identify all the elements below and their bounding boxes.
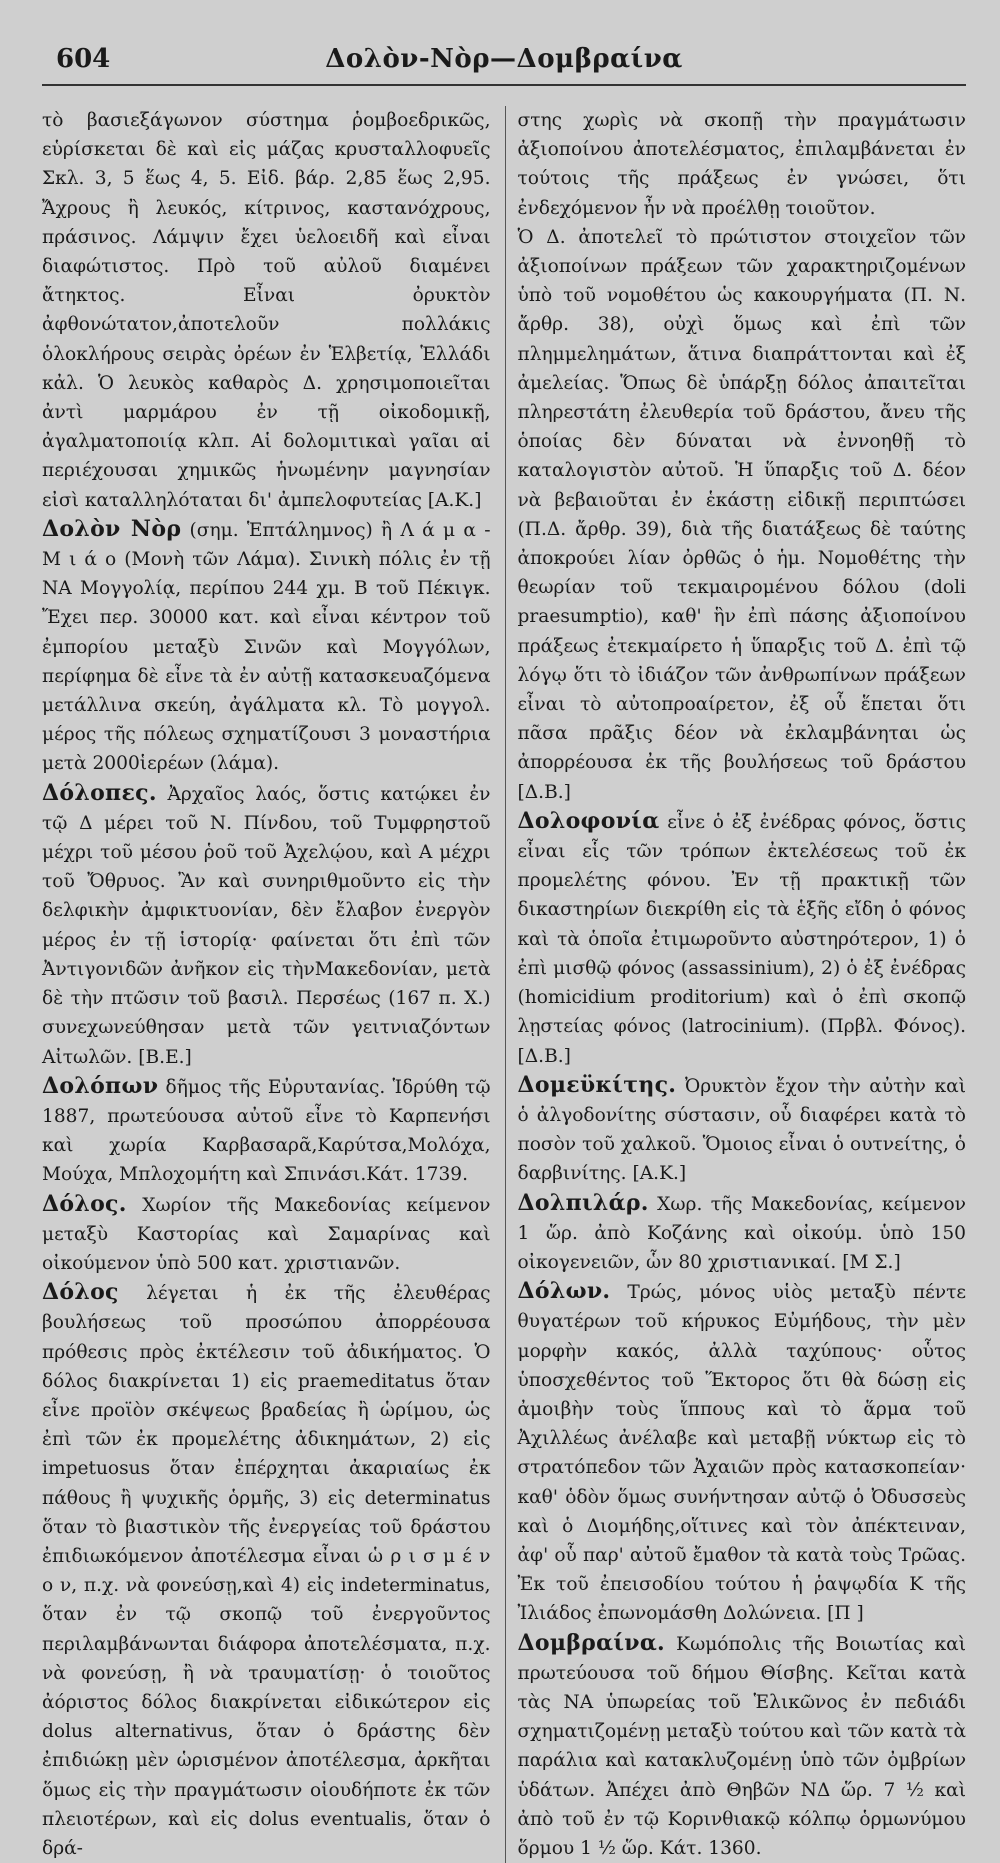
entry-lemma: Δολοφονία	[517, 807, 660, 834]
entry-lemma: Δόλων.	[517, 1278, 611, 1305]
entry-text: εἶνε ὁ ἐξ ἐνέδρας φόνος, ὅστις εἶναι εἷς τῶν τρόπων ἐκτελέσεως τοῦ ἐκ προμελέτης φόνου. Ἐν τῇ πρακτικῇ τῶν δικαστηρίων διεκρίθη εἰς τὰ ἑξῆς εἴδη ὁ φόνος καὶ τὰ ὁποῖα ἐτιμωροῦντο αὐστηρότερον, 1) ὁ ἐπὶ μισθῷ φόνος (assassinium), 2) ὁ ἐξ ἐνέδρας (homicidium proditorium) καὶ ὁ ἐπὶ σκοπῷ λῃστείας φόνος (latrocinium). (Πρβλ. Φόνος). [Δ.Β.]	[517, 811, 966, 1067]
right-continuation-paragraph: Ὁ Δ. ἀποτελεῖ τὸ πρώτιστον στοιχεῖον τῶν ἀξιοποίνων πράξεων τῶν χαρακτηριζομένων ὑπὸ τοῦ νομοθέτου ὡς κακουργήματα (Π. Ν. ἄρθρ. 38), οὐχὶ ὅμως καὶ ἐπὶ τῶν πλημμελημάτων, ἅτινα διαπράττονται καὶ ἐξ ἀμελείας. Ὅπως δὲ ὑπάρξῃ δόλος ἀπαιτεῖται πληρεστάτη ἐλευθερία τοῦ δράστου, ἄνευ τῆς ὁποίας δὲν δύναται νὰ ἐννοηθῇ τὸ καταλογιστὸν αὐτοῦ. Ἡ ὕπαρξις τοῦ Δ. δέον νὰ βεβαιοῦται ἐν ἑκάστῃ εἰδικῇ περιπτώσει (Π.Δ. ἄρθρ. 39), διὰ τῆς διατάξεως δὲ ταύτης ἀποκρούει λίαν ὀρθῶς ὁ ἡμ. Νομοθέτης τὴν θεωρίαν τοῦ τεκμαιρομένου δόλου (doli praesumptio), καθ' ἣν ἐπὶ πάσης ἀξιοποίνου πράξεως ἐτεκμαίρετο ἡ ὕπαρξις τοῦ Δ. ἐπὶ τῷ λόγῳ ὅτι τὸ ἰδιάζον τῶν ἀνθρωπίνων πράξεων εἶναι τὸ αὐτοπροαίρετον, ἐξ οὗ ἕπεται ὅτι πᾶσα πρᾶξις δέον νὰ ἐκλαμβάνηται ὡς ἀπορρέουσα ἐκ τῆς βουλήσεως τοῦ δράστου [Δ.Β.]	[517, 226, 966, 803]
text-columns	[42, 106, 966, 1863]
entry-text: Ὀρυκτὸν ἔχον τὴν αὐτὴν καὶ ὁ ἀλγοδονίτης σύστασιν, οὗ διαφέρει κατὰ τὸ ποσὸν τοῦ χαλκοῦ. Ὅμοιος εἶναι ὁ ουτνείτης, ὁ δαρβινίτης. [Α.Κ.]	[517, 1075, 966, 1185]
entry-text: (σημ. Ἑπτάλημνος) ἢ Λ ά μ α - Μ ι ά ο (Μονὴ τῶν Λάμα). Σινικὴ πόλις ἐν τῇ ΝΑ Μογγολίᾳ, περίπου 244 χμ. Β τοῦ Πέκιγκ. Ἔχει περ. 30000 κατ. καὶ εἶναι κέντρον τοῦ ἐμπορίου μεταξὺ Σινῶν καὶ Μογγόλων, περίφημα δὲ εἶνε τὰ ἐν αὐτῇ κατασκευαζόμενα μετάλλινα σκεύη, ἀγάλματα κλ. Τὸ μογγολ. μέρος τῆς πόλεως σχηματίζουσι 3 μοναστήρια μετὰ 2000ἱερέων (λάμα).	[42, 519, 491, 775]
entry-lemma: Δολόπων	[42, 1072, 159, 1099]
entry-lemma: Δολὸν Νὸρ	[42, 515, 182, 542]
entry-dolos-law	[42, 1278, 491, 1863]
entry-text: δῆμος τῆς Εὐρυτανίας. Ἱδρύθη τῷ 1887, πρωτεύουσα αὐτοῦ εἶνε τὸ Καρπενήσι καὶ χωρία Καρβασαρᾶ,Καρύτσα,Μολόχα, Μούχα, Μπλοχομήτη καὶ Σπινάσι.Κάτ. 1739.	[42, 1076, 491, 1186]
page-number: 604	[56, 44, 111, 74]
entry-lemma: Δόλοπες.	[42, 779, 157, 806]
entry-domvraina	[518, 1629, 967, 1863]
header-rule	[42, 84, 966, 86]
entry-text: Ἀρχαῖος λαός, ὅστις κατῴκει ἐν τῷ Δ μέρει τοῦ Ν. Πίνδου, τοῦ Τυμφρηστοῦ μέχρι τοῦ μέσου ῥοῦ τοῦ Ἀχελῴου, καὶ Α μέχρι τοῦ Ὄθρυος. Ἂν καὶ συνηριθμοῦντο εἰς τὴν δελφικὴν ἀμφικτυονίαν, δὲν ἔλαβον ἐνεργὸν μέρος ἐν τῇ ἱστορίᾳ· φαίνεται ὅτι ἐπὶ τῶν Ἀντιγονιδῶν ἀνῆκον εἰς τὴνΜακεδονίαν, μετὰ δὲ τὴν πτῶσιν τοῦ βασιλ. Περσέως (167 π. Χ.) συνεχωνεύθησαν μετὰ τῶν γειτνιαζόντων Αἰτωλῶν. [Β.Ε.]	[42, 783, 491, 1068]
entry-text: λέγεται ἡ ἐκ τῆς ἐλευθέρας βουλήσεως τοῦ προσώπου ἀπορρέουσα πρόθεσις πρὸς ἐκτέλεσιν τοῦ ἀδικήματος. Ὁ δόλος διακρίνεται 1) εἰς praemeditatus ὅταν εἶνε προϊὸν σκέψεως βραδείας ἢ ὡρίμου, ὡς ἐπὶ τῶν ἐκ προμελέτης ἀδικημάτων, 2) εἰς impetuosus ὅταν ἐπέρχηται ἀκαριαίως ἐκ πάθους ἢ ψυχικῆς ὁρμῆς, 3) εἰς determinatus ὅταν τὸ βιαστικὸν τῆς ἐνεργείας τοῦ δράστου ἐπιδιωκόμενον ἀποτέλεσμα εἶναι ὡ ρ ι σ μ έ ν ο ν, π.χ. νὰ φονεύσῃ,καὶ 4) εἰς indeterminatus, ὅταν ἐν τῷ σκοπῷ τοῦ ἐνεργοῦντος περιλαμβάνωνται διάφορα ἀποτελέσματα, π.χ. νὰ φονεύσῃ, ἢ νὰ τραυματίσῃ· ὁ τοιοῦτος ἀόριστος δόλος διακρίνεται εἰδικώτερον εἰς dolus alternativus, ὅταν ὁ δράστης δὲν ἐπιδιώκῃ μὲν ὡρισμένον ἀποτέλεσμα, ἀρκῆται ὅμως εἰς τὴν πραγμάτωσιν οἱουδήποτε ἐκ τῶν πλειοτέρων, καὶ εἰς dolus eventualis, ὅταν ὁ δρά-	[42, 1283, 491, 1859]
entry-domeykitis	[518, 1071, 967, 1189]
entry-text: Χωρίον τῆς Μακεδονίας κείμενον μεταξὺ Καστορίας καὶ Σαμαρίνας καὶ οἰκούμενον ὑπὸ 500 κατ. χριστιανῶν.	[42, 1194, 491, 1274]
entry-dolon-nor	[42, 515, 491, 779]
entry-lemma: Δολπιλάρ.	[517, 1189, 649, 1216]
entry-dolos-village	[42, 1190, 491, 1279]
entry-dolofonia	[518, 807, 967, 1071]
left-continuation-text: τὸ βασιεξάγωνον σύστημα ῥομβοεδρικῶς, εὑρίσκεται δὲ καὶ εἰς μάζας κρυσταλλοφυεῖς Σκλ. 3, 5 ἕως 4, 5. Εἰδ. βάρ. 2,85 ἕως 2,95. Ἄχρους ἢ λευκός, κίτρινος, καστανόχρους, πράσινος. Λάμψιν ἔχει ὑελοειδῆ καὶ εἶναι διαφώτιστος. Πρὸ τοῦ αὐλοῦ διαμένει ἄτηκτος. Εἶναι ὀρυκτὸν ἀφθονώτατον,ἀποτελοῦν πολλάκις ὁλοκλήρους σειρὰς ὀρέων ἐν Ἑλβετίᾳ, Ἑλλάδι κἀλ. Ὁ λευκὸς καθαρὸς Δ. χρησιμοποιεῖται ἀντὶ μαρμάρου ἐν τῇ οἰκοδομικῇ, ἀγαλματοποιίᾳ κλπ. Αἱ δολομιτικαὶ γαῖαι αἱ περιέχουσαι χημικῶς ἡνωμένην μαγνησίαν εἰσὶ καταλληλόταται δι' ἀμπελοφυτείας [Α.Κ.]	[42, 110, 491, 511]
entry-lemma: Δομβραίνα.	[517, 1629, 666, 1656]
entry-lemma: Δομεϋκίτης.	[517, 1071, 677, 1098]
right-continuation-text: στης χωρὶς νὰ σκοπῇ τὴν πραγμάτωσιν ἀξιοποίνου ἀποτελέσματος, ἐπιλαμβάνεται ἐν τούτοις τῆς πράξεως ἐν γνώσει, ὅτι ἐνδεχόμενον ἦν νὰ προέλθῃ τοιοῦτον.	[517, 110, 966, 219]
right-column	[505, 106, 967, 1863]
entry-lemma: Δόλος.	[42, 1190, 127, 1217]
entry-text: Τρώς, μόνος υἱὸς μεταξὺ πέντε θυγατέρων τοῦ κήρυκος Εὐμήδους, τὴν μὲν μορφὴν κακός, ἀλλὰ ταχύπους· οὗτος ὑποσχεθέντος τοῦ Ἕκτορος ὅτι θὰ δώσῃ εἰς ἀμοιβὴν τοὺς ἵππους καὶ τὸ ἅρμα τοῦ Ἀχιλλέως ἀνέλαβε καὶ μεταβῇ νύκτωρ εἰς τὸ στρατόπεδον τῶν Ἀχαιῶν πρὸς κατασκοπείαν· καθ' ὁδὸν ὅμως συνήντησαν αὐτῷ ὁ Ὀδυσσεὺς καὶ ὁ Διομήδης,οἵτινες καὶ τὸν ἀπέκτειναν, ἀφ' οὗ παρ' αὐτοῦ ἔμαθον τὰ κατὰ τοὺς Τρῶας. Ἐκ τοῦ ἐπεισοδίου τούτου ἡ ῥαψῳδία Κ τῆς Ἰλιάδος ἐπωνομάσθη Δολώνεια. [Π ]	[517, 1282, 966, 1625]
page-header	[42, 44, 966, 86]
entry-dolon	[518, 1277, 967, 1628]
entry-text: Χωρ. τῆς Μακεδονίας, κείμενον 1 ὥρ. ἀπὸ Κοζάνης καὶ οἰκούμ. ὑπὸ 150 οἰκογενειῶν, ὧν 80 χριστιανικαί. [Μ Σ.]	[517, 1193, 966, 1273]
running-title: Δολὸν-Νὸρ—Δομβραίνα	[325, 44, 683, 74]
entry-dolopes	[42, 779, 491, 1072]
entry-dolopon	[42, 1072, 491, 1190]
entry-text: Κωμόπολις τῆς Βοιωτίας καὶ πρωτεύουσα τοῦ δήμου Θίσβης. Κεῖται κατὰ τὰς ΝΑ ὑπωρείας τοῦ Ἑλικῶνος ἐν πεδιάδι σχηματιζομένῃ μεταξὺ τούτου καὶ τῶν κατὰ τὰ παράλια καὶ κατακλυζομένῃ ὑπὸ τῶν ὀμβρίων ὑδάτων. Ἀπέχει ἀπὸ Θηβῶν ΝΔ ὥρ. 7 ½ καὶ ἀπὸ τοῦ ἐν τῷ Κορινθιακῷ κόλπῳ ὁρμωνύμου ὅρμου 1 ½ ὥρ. Κάτ. 1360.	[517, 1633, 966, 1859]
left-column	[42, 106, 505, 1863]
entry-dolpilar	[518, 1189, 967, 1278]
entry-lemma: Δόλος	[42, 1279, 119, 1306]
